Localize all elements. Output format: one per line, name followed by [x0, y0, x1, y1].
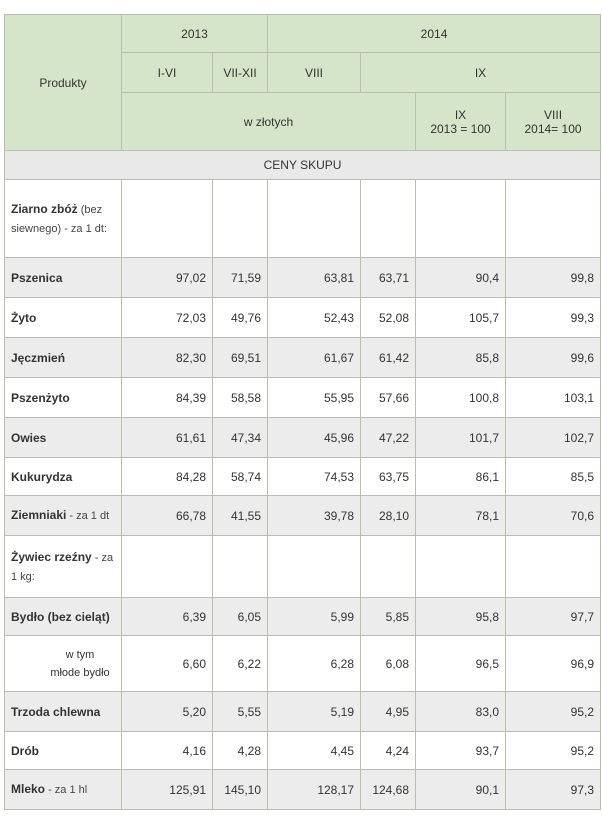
value-ix-2013-index: 90,4: [416, 258, 506, 298]
value-viii-2014-index: 70,6: [506, 496, 601, 536]
value-2014-viii: 5,99: [268, 598, 361, 636]
row-product-label: Pszenżyto: [11, 390, 70, 405]
value-ix-2013-index: 93,7: [416, 732, 506, 770]
table-row: [5, 496, 601, 536]
value-2014-ix: [361, 536, 416, 598]
table-row: [5, 536, 601, 598]
header-year-2014: 2014: [268, 15, 601, 53]
value-2013-i-vi: 6,60: [122, 636, 213, 692]
value-2014-viii: 52,43: [268, 298, 361, 338]
row-product-label: Ziemniaki: [11, 508, 67, 522]
value-2013-vii-xii: 47,34: [213, 418, 268, 458]
row-product-name: [5, 338, 122, 378]
value-viii-2014-index: [506, 180, 601, 258]
row-product-name: [5, 378, 122, 418]
value-2014-ix: 57,66: [361, 378, 416, 418]
value-2014-ix: 52,08: [361, 298, 416, 338]
value-2014-ix: 4,24: [361, 732, 416, 770]
value-viii-2014-index: 99,6: [506, 338, 601, 378]
table-row: [5, 732, 601, 770]
row-product-suffix: - za 1 kg:: [11, 551, 114, 583]
value-2013-i-vi: 84,28: [122, 458, 213, 496]
value-ix-2013-index: 85,8: [416, 338, 506, 378]
row-product-label: Mleko: [11, 782, 46, 796]
value-2013-i-vi: 72,03: [122, 298, 213, 338]
value-viii-2014-index: 95,2: [506, 732, 601, 770]
value-2013-i-vi: 6,39: [122, 598, 213, 636]
value-2013-vii-xii: 69,51: [213, 338, 268, 378]
header-produkty: Produkty: [5, 15, 122, 151]
row-product-label: Pszenica: [11, 270, 63, 285]
row-product-name-line2: młode bydło: [50, 666, 110, 679]
value-viii-2014-index: 102,7: [506, 418, 601, 458]
value-2014-ix: 28,10: [361, 496, 416, 536]
table-row: [5, 258, 601, 298]
header-viii-index-line1: VIII: [544, 107, 563, 122]
table-row: [5, 418, 601, 458]
header-ix-index-line1: IX: [454, 107, 467, 122]
row-product-name: [5, 598, 122, 636]
row-product-label: Owies: [11, 430, 47, 445]
value-2013-i-vi: 5,20: [122, 692, 213, 732]
row-product-name: [5, 692, 122, 732]
table-row: [5, 180, 601, 258]
value-viii-2014-index: 99,3: [506, 298, 601, 338]
value-ix-2013-index: 95,8: [416, 598, 506, 636]
value-2013-vii-xii: 6,05: [213, 598, 268, 636]
value-ix-2013-index: 101,7: [416, 418, 506, 458]
value-2014-viii: 4,45: [268, 732, 361, 770]
value-ix-2013-index: [416, 536, 506, 598]
value-ix-2013-index: 105,7: [416, 298, 506, 338]
value-2014-ix: 63,71: [361, 258, 416, 298]
value-viii-2014-index: [506, 536, 601, 598]
value-2014-viii: 5,19: [268, 692, 361, 732]
row-product-label: Drób: [11, 743, 39, 758]
table-row: [5, 338, 601, 378]
value-2013-vii-xii: 58,58: [213, 378, 268, 418]
section-title: CENY SKUPU: [5, 151, 601, 180]
value-2014-viii: 45,96: [268, 418, 361, 458]
value-viii-2014-index: 97,7: [506, 598, 601, 636]
value-2013-vii-xii: 6,22: [213, 636, 268, 692]
value-viii-2014-index: 85,5: [506, 458, 601, 496]
header-year-2013: 2013: [122, 15, 268, 53]
value-2014-viii: [268, 536, 361, 598]
row-product-label: Żywiec rzeźny: [11, 549, 92, 564]
header-ix: IX: [361, 53, 601, 93]
value-2014-ix: 63,75: [361, 458, 416, 496]
header-w-zlotych: w złotych: [122, 93, 416, 151]
header-viii: VIII: [268, 53, 361, 93]
value-2013-i-vi: [122, 536, 213, 598]
row-product-name: [5, 180, 122, 258]
row-product-label: Żyto: [11, 310, 37, 325]
row-product-name: [5, 770, 122, 810]
row-product-suffix: - za 1 hl: [45, 784, 88, 796]
value-ix-2013-index: 78,1: [416, 496, 506, 536]
value-2014-viii: 61,67: [268, 338, 361, 378]
row-product-label: Ziarno zbóż: [11, 201, 78, 216]
table-row: [5, 378, 601, 418]
value-2013-vii-xii: [213, 180, 268, 258]
header-ix-index-line2: 2013 = 100: [430, 121, 491, 136]
value-ix-2013-index: 96,5: [416, 636, 506, 692]
value-2014-viii: 39,78: [268, 496, 361, 536]
header-viii-index: [506, 93, 601, 151]
value-2013-i-vi: 61,61: [122, 418, 213, 458]
row-product-suffix: - za 1 dt: [66, 510, 110, 522]
value-2014-ix: 47,22: [361, 418, 416, 458]
value-2013-i-vi: 66,78: [122, 496, 213, 536]
row-product-name: [5, 298, 122, 338]
value-viii-2014-index: 96,9: [506, 636, 601, 692]
value-2013-i-vi: 84,39: [122, 378, 213, 418]
value-viii-2014-index: 97,3: [506, 770, 601, 810]
value-2013-i-vi: 82,30: [122, 338, 213, 378]
row-product-label: Bydło (bez cieląt): [11, 609, 110, 624]
value-2013-vii-xii: 49,76: [213, 298, 268, 338]
purchase-prices-table: [4, 14, 601, 810]
header-i-vi: I-VI: [122, 53, 213, 93]
value-2013-i-vi: [122, 180, 213, 258]
value-2014-ix: 6,08: [361, 636, 416, 692]
value-2013-vii-xii: 4,28: [213, 732, 268, 770]
table-row: [5, 598, 601, 636]
value-2013-vii-xii: 5,55: [213, 692, 268, 732]
value-2014-viii: 55,95: [268, 378, 361, 418]
value-2014-viii: 128,17: [268, 770, 361, 810]
value-ix-2013-index: 86,1: [416, 458, 506, 496]
value-2014-viii: [268, 180, 361, 258]
value-viii-2014-index: 99,8: [506, 258, 601, 298]
header-ix-index: [416, 93, 506, 151]
value-2014-viii: 63,81: [268, 258, 361, 298]
table-row: [5, 458, 601, 496]
value-2013-vii-xii: 58,74: [213, 458, 268, 496]
value-2013-i-vi: 97,02: [122, 258, 213, 298]
value-2014-ix: 5,85: [361, 598, 416, 636]
value-2013-vii-xii: 41,55: [213, 496, 268, 536]
row-product-name-line1: w tym: [65, 648, 95, 661]
row-product-name: [5, 732, 122, 770]
value-2013-vii-xii: [213, 536, 268, 598]
row-product-name: [5, 636, 122, 692]
value-ix-2013-index: 100,8: [416, 378, 506, 418]
row-product-suffix: (bez siewnego) - za 1 dt:: [11, 203, 107, 235]
table-row: [5, 770, 601, 810]
row-product-name: [5, 496, 122, 536]
value-ix-2013-index: [416, 180, 506, 258]
value-2013-vii-xii: 145,10: [213, 770, 268, 810]
value-viii-2014-index: 95,2: [506, 692, 601, 732]
value-2013-vii-xii: 71,59: [213, 258, 268, 298]
row-product-label: Trzoda chlewna: [11, 704, 101, 719]
value-2014-ix: 4,95: [361, 692, 416, 732]
value-2013-i-vi: 125,91: [122, 770, 213, 810]
row-product-name: [5, 418, 122, 458]
row-product-label: Kukurydza: [11, 469, 73, 484]
value-ix-2013-index: 83,0: [416, 692, 506, 732]
header-viii-index-line2: 2014= 100: [524, 121, 582, 136]
row-product-name: [5, 258, 122, 298]
value-2014-ix: [361, 180, 416, 258]
header-vii-xii: VII-XII: [213, 53, 268, 93]
value-2014-ix: 124,68: [361, 770, 416, 810]
value-2014-viii: 6,28: [268, 636, 361, 692]
price-table-container: [4, 14, 600, 810]
row-product-label: Jęczmień: [11, 350, 66, 365]
row-product-name: [5, 458, 122, 496]
table-row: [5, 692, 601, 732]
table-row: [5, 298, 601, 338]
row-product-name: [5, 536, 122, 598]
value-ix-2013-index: 90,1: [416, 770, 506, 810]
value-viii-2014-index: 103,1: [506, 378, 601, 418]
table-row: [5, 636, 601, 692]
table-body: [5, 180, 601, 810]
value-2014-ix: 61,42: [361, 338, 416, 378]
value-2014-viii: 74,53: [268, 458, 361, 496]
value-2013-i-vi: 4,16: [122, 732, 213, 770]
